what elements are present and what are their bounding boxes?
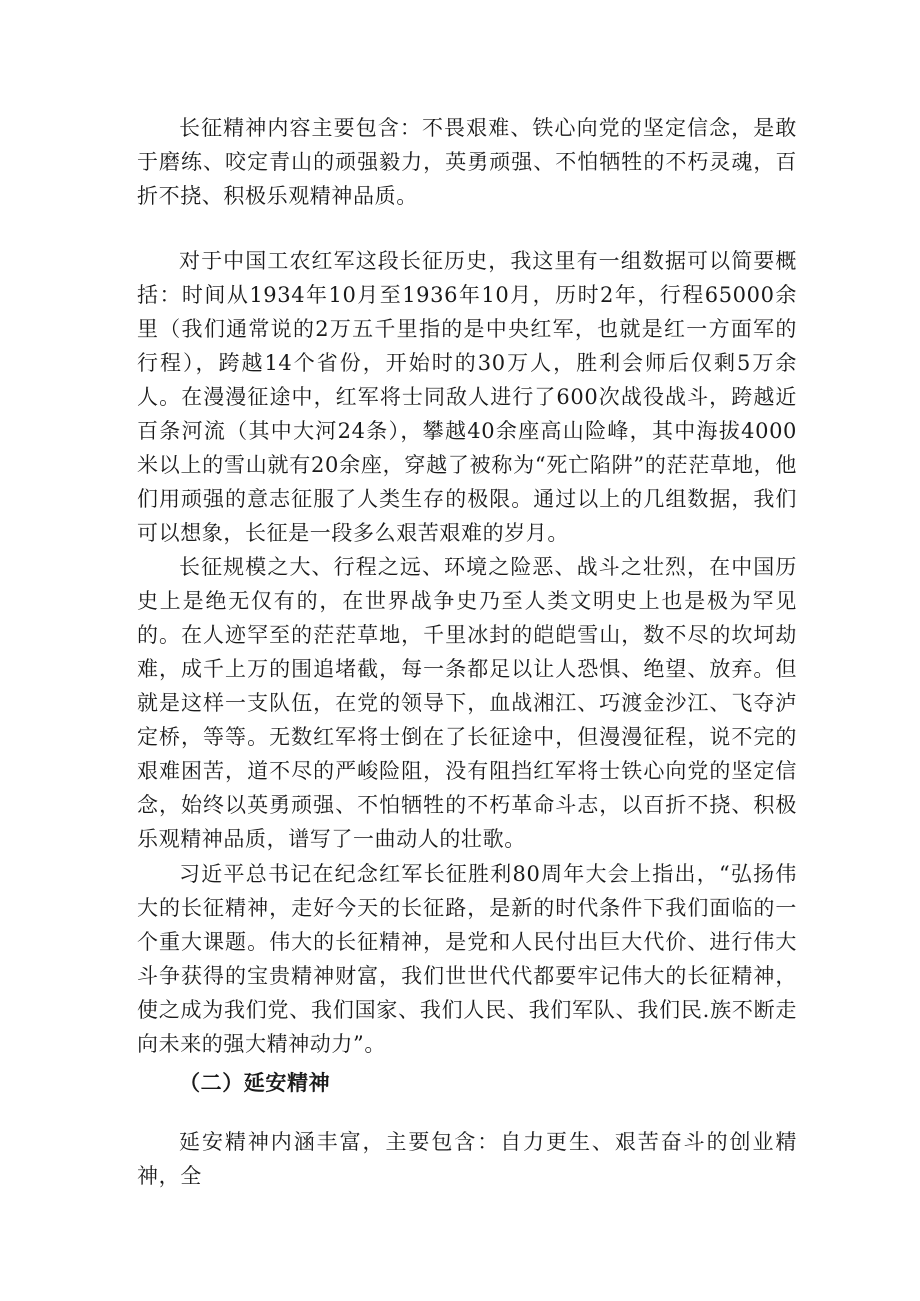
- paragraph-long-march-data: 对于中国工农红军这段长征历史，我这里有一组数据可以简要概括：时间从1934年10月至1936年10月，历时2年，行程65000余里（我们通常说的2万五千里指的是中央红军，也就是红一方面军的行程），跨越14个省份，开始时的30万人，胜利会师后仅剩5万余人。在漫漫征途中，红军将士同敌人进行了600次战役战斗，跨越近百条河流（其中大河24条），攀越40余座高山险峰，其中海拔4000米以上的雪山就有20余座，穿越了被称为“死亡陷阱”的茫茫草地，他们用顽强的意志征服了人类生存的极限。通过以上的几组数据，我们可以想象，长征是一段多么艰苦艰难的岁月。: [137, 249, 797, 545]
- paragraph-xi-quote: 习近平总书记在纪念红军长征胜利80周年大会上指出，“弘扬伟大的长征精神，走好今天的长征路，是新的时代条件下我们面临的一个重大课题。伟大的长征精神，是党和人民付出巨大代价、进行伟大斗争获得的宝贵精神财富，我们世世代代都要牢记伟大的长征精神，使之成为我们党、我们国家、我们人民、我们军队、我们民.族不断走向未来的强大精神动力”。: [137, 862, 797, 1056]
- section-heading-yanan-spirit: （二）延安精神: [179, 1070, 331, 1095]
- paragraph-long-march-spirit: 长征精神内容主要包含：不畏艰难、铁心向党的坚定信念，是敢于磨练、咬定青山的顽强毅力，英勇顽强、不怕牺牲的不朽灵魂，百折不挠、积极乐观精神品质。: [137, 116, 797, 208]
- paragraph-long-march-scale: 长征规模之大、行程之远、环境之险恶、战斗之壮烈，在中国历史上是绝无仅有的，在世界战争史乃至人类文明史上也是极为罕见的。在人迹罕至的茫茫草地，千里冰封的皑皑雪山，数不尽的坎坷劫难，成千上万的围追堵截，每一条都足以让人恐惧、绝望、放弃。但就是这样一支队伍，在党的领导下，血战湘江、巧渡金沙江、飞夺泸定桥，等等。无数红军将士倒在了长征途中，但漫漫征程，说不完的艰难困苦，道不尽的严峻险阻，没有阻挡红军将士铁心向党的坚定信念，始终以英勇顽强、不怕牺牲的不朽革命斗志，以百折不挠、积极乐观精神品质，谱写了一曲动人的壮歌。: [137, 555, 797, 851]
- paragraph-yanan-spirit: 延安精神内涵丰富，主要包含：自力更生、艰苦奋斗的创业精神，全: [137, 1130, 797, 1188]
